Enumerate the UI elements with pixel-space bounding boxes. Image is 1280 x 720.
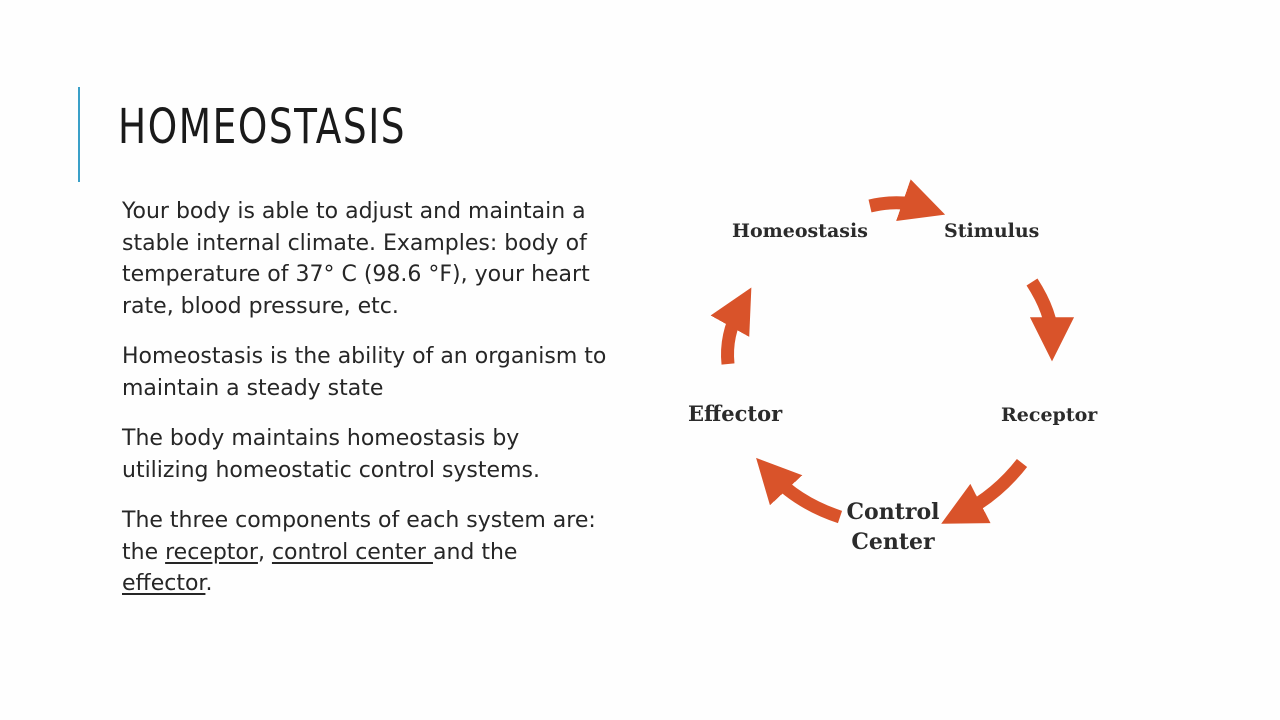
- label-control: Control: [846, 499, 940, 525]
- label-receptor: Receptor: [1001, 404, 1098, 426]
- label-center: Center: [851, 529, 935, 555]
- arrow-control-center-to-effector: [772, 475, 840, 517]
- arrow-receptor-to-control-center: [962, 463, 1022, 513]
- paragraph-homeostasis-definition: Homeostasis is the ability of an organism to maintain a steady state: [122, 344, 607, 401]
- title-accent-bar: [78, 87, 80, 182]
- components-comma: ,: [257, 539, 272, 565]
- arrow-stimulus-to-receptor: [1032, 282, 1052, 338]
- label-effector: Effector: [688, 401, 783, 426]
- components-lead-text: The three components of each system are: the: [122, 508, 596, 565]
- effector-underlined-term: effector: [122, 571, 206, 596]
- label-homeostasis: Homeostasis: [732, 220, 868, 242]
- arrow-effector-to-homeostasis: [728, 308, 741, 364]
- control-center-underlined-term: control center: [271, 539, 433, 565]
- components-period: .: [205, 571, 213, 596]
- paragraph-components: [122, 505, 612, 600]
- homeostasis-cycle-diagram: [660, 170, 1140, 590]
- slide-title: HOMEOSTASIS: [118, 99, 407, 155]
- components-and-text: and the: [432, 539, 518, 565]
- paragraph-body-adjust: Your body is able to adjust and maintain a stable internal climate. Examples: body of temperature of 37° C (98.6 °F), your heart rate, blood pressure, etc.: [122, 199, 590, 319]
- arrow-homeostasis-to-stimulus: [870, 203, 923, 207]
- body-text: [122, 196, 612, 619]
- paragraph-control-systems: The body maintains homeostasis by utilizing homeostatic control systems.: [122, 426, 540, 483]
- label-stimulus: Stimulus: [944, 220, 1040, 242]
- receptor-underlined-term: receptor: [165, 539, 258, 565]
